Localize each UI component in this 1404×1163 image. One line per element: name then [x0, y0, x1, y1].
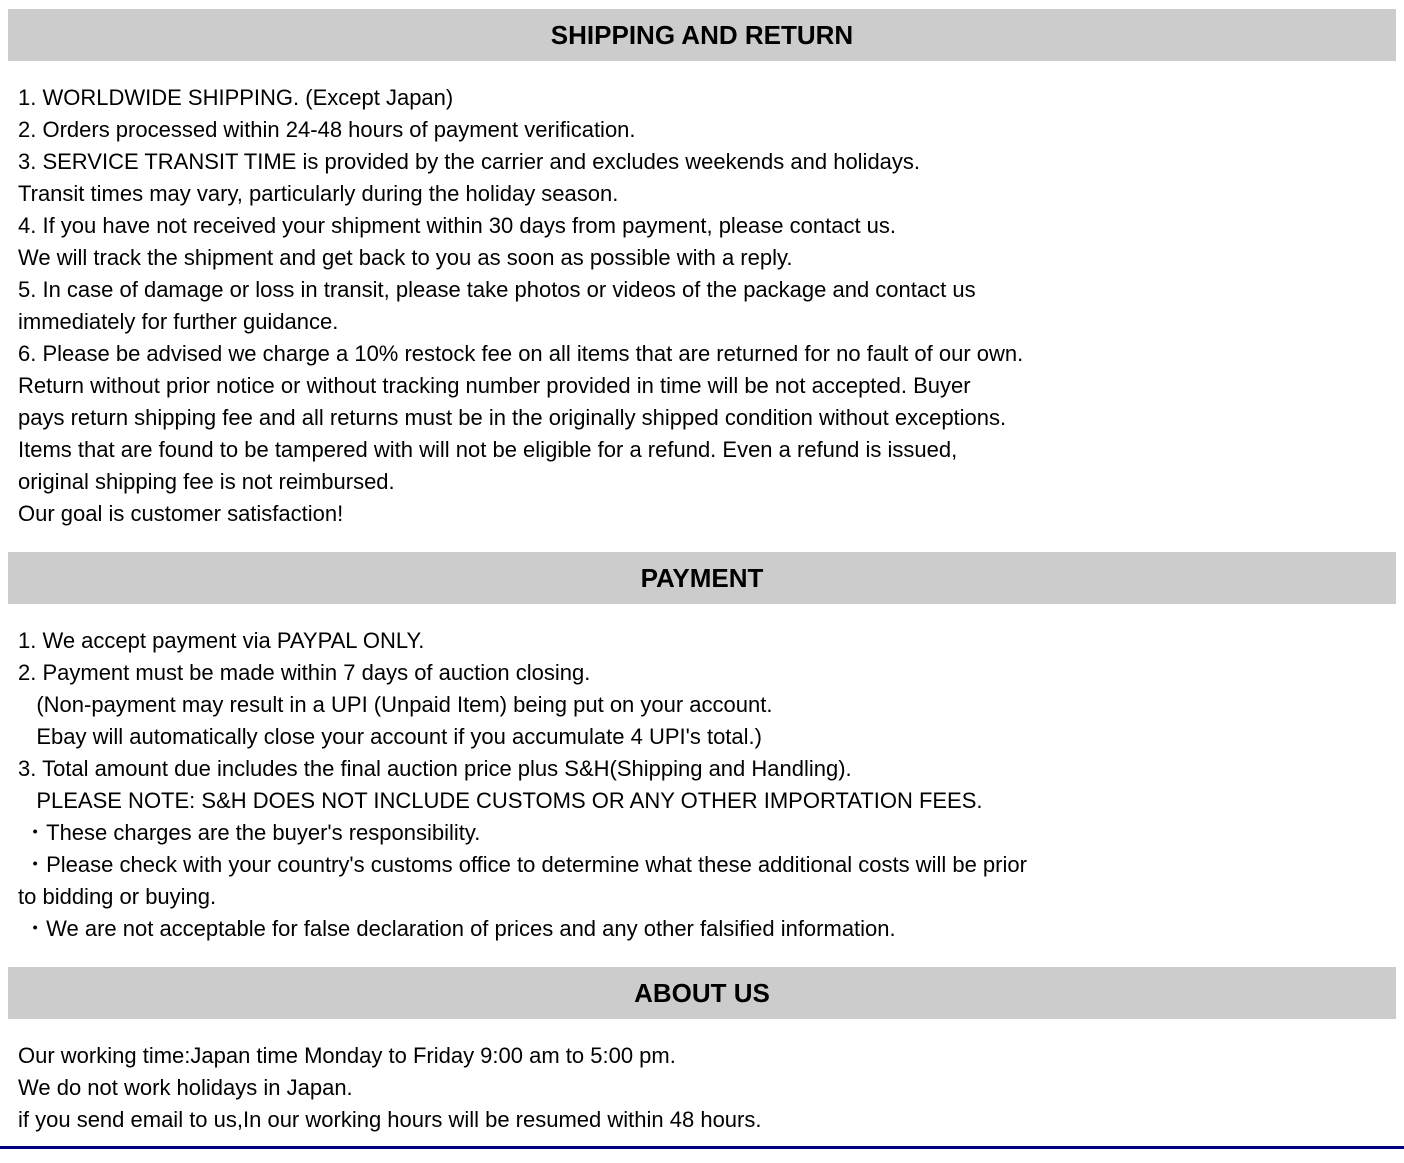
text-line: to bidding or buying.	[18, 884, 217, 909]
text-line: Items that are found to be tampered with will not be eligible for a refund. Even a refund is issued,	[18, 437, 958, 462]
text-line: 3. Total amount due includes the final auction price plus S&H(Shipping and Handling).	[18, 756, 852, 781]
text-line: 6. Please be advised we charge a 10% restock fee on all items that are returned for no fault of our own.	[18, 341, 1024, 366]
section-payment	[0, 552, 1404, 945]
text-line: 3. SERVICE TRANSIT TIME is provided by the carrier and excludes weekends and holidays.	[18, 149, 921, 174]
text-line: 1. We accept payment via PAYPAL ONLY.	[18, 628, 425, 653]
policy-page	[0, 9, 1404, 1149]
about-us-section-body	[0, 1040, 1404, 1136]
payment-header-bar	[8, 552, 1396, 604]
shipping-section-body	[0, 82, 1404, 530]
text-line: We do not work holidays in Japan.	[18, 1075, 353, 1100]
about-us-section-title: ABOUT US	[634, 978, 770, 1008]
text-line: (Non-payment may result in a UPI (Unpaid Item) being put on your account.	[18, 692, 773, 717]
text-line: We will track the shipment and get back to you as soon as possible with a reply.	[18, 245, 793, 270]
text-line: 4. If you have not received your shipment within 30 days from payment, please contact us.	[18, 213, 897, 238]
text-line: PLEASE NOTE: S&H DOES NOT INCLUDE CUSTOMS OR ANY OTHER IMPORTATION FEES.	[18, 788, 983, 813]
text-line: 2. Payment must be made within 7 days of auction closing.	[18, 660, 591, 685]
text-line: 1. WORLDWIDE SHIPPING. (Except Japan)	[18, 85, 454, 110]
text-line: ・We are not acceptable for false declaration of prices and any other falsified information.	[18, 916, 896, 941]
text-line: ・Please check with your country's customs office to determine what these additional costs will be prior	[18, 852, 1027, 877]
shipping-section-title: SHIPPING AND RETURN	[550, 20, 854, 50]
text-line: pays return shipping fee and all returns must be in the originally shipped condition without exceptions.	[18, 405, 1007, 430]
text-line: 5. In case of damage or loss in transit, please take photos or videos of the package and contact us	[18, 277, 976, 302]
payment-section-title: PAYMENT	[640, 563, 764, 593]
section-shipping	[0, 9, 1404, 530]
text-line: Transit times may vary, particularly during the holiday season.	[18, 181, 619, 206]
text-line: 2. Orders processed within 24-48 hours of payment verification.	[18, 117, 636, 142]
shipping-header-bar	[8, 9, 1396, 61]
footer-divider	[0, 1146, 1404, 1149]
text-line: Our goal is customer satisfaction!	[18, 501, 344, 526]
text-line: immediately for further guidance.	[18, 309, 339, 334]
text-line: if you send email to us,In our working hours will be resumed within 48 hours.	[18, 1107, 762, 1132]
text-line: Our working time:Japan time Monday to Friday 9:00 am to 5:00 pm.	[18, 1043, 676, 1068]
text-line: Return without prior notice or without tracking number provided in time will be not accepted. Buyer	[18, 373, 971, 398]
payment-section-body	[0, 625, 1404, 945]
text-line: ・These charges are the buyer's responsibility.	[18, 820, 481, 845]
section-about-us	[0, 967, 1404, 1136]
about-us-header-bar	[8, 967, 1396, 1019]
text-line: Ebay will automatically close your account if you accumulate 4 UPI's total.)	[18, 724, 762, 749]
text-line: original shipping fee is not reimbursed.	[18, 469, 395, 494]
